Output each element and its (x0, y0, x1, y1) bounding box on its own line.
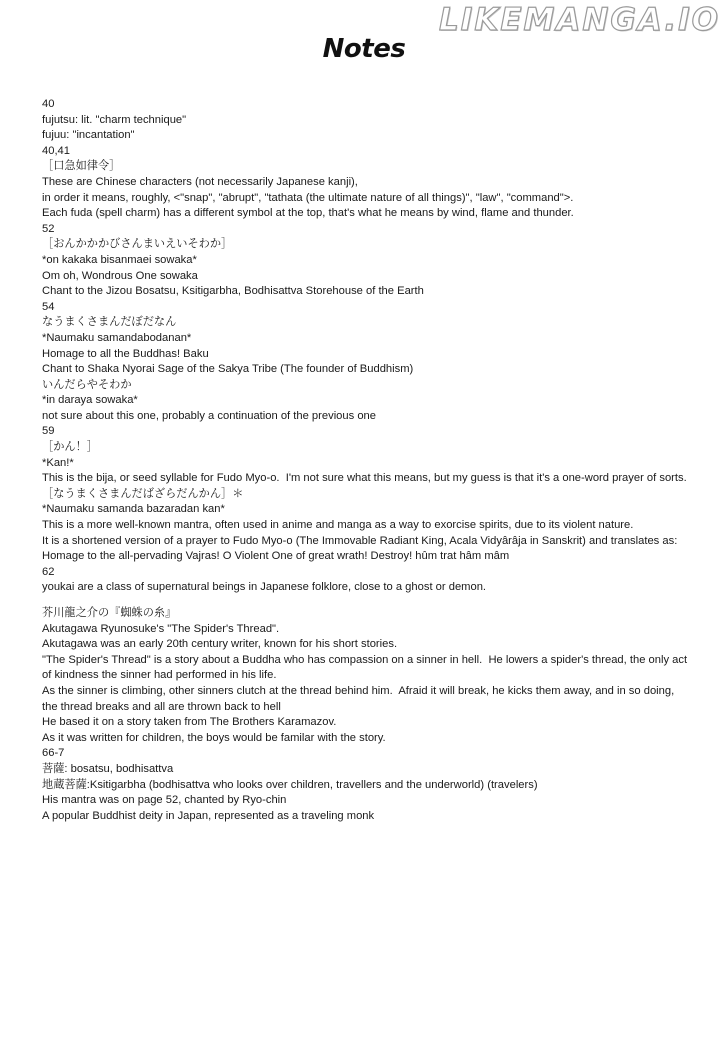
note-line: *Naumaku samandabodanan* (42, 331, 192, 344)
page-title: Notes (322, 34, 406, 64)
note-line: not sure about this one, probably a continuation of the previous one (42, 409, 376, 422)
section-gap (42, 596, 692, 606)
note-line: Homage to the all-pervading Vajras! O Violent One of great wrath! Destroy! hûm trat hâm mâm (42, 550, 510, 563)
note-line: His mantra was on page 52, chanted by Ryo-chin (42, 794, 287, 807)
notes-section-spiders-thread (42, 606, 692, 824)
note-line: ［かん！］ (42, 441, 98, 454)
note-line: As it was written for children, the boys would be familar with the story. (42, 731, 386, 744)
note-line: 66-7 (42, 747, 65, 760)
note-line: fujutsu: lit. "charm technique" (42, 113, 187, 126)
note-line: *Naumaku samanda bazaradan kan* (42, 503, 225, 516)
note-line: It is a shortened version of a prayer to Fudo Myo-o (The Immovable Radiant King, Acala Vidyârâja in Sanskrit) and translates as: (42, 534, 678, 547)
note-line: 40,41 (42, 144, 70, 157)
note-line: This is the bija, or seed syllable for Fudo Myo-o. I'm not sure what this means, but my guess is that it's a one-word prayer of sorts. (42, 472, 687, 485)
note-line: Each fuda (spell charm) has a different symbol at the top, that's what he means by wind, flame and thunder. (42, 207, 574, 220)
note-line: Om oh, Wondrous One sowaka (42, 269, 198, 282)
note-line: A popular Buddhist deity in Japan, represented as a traveling monk (42, 809, 375, 822)
note-line: 地蔵菩薩:Ksitigarbha (bodhisattva who looks over children, travellers and the underworld) (travelers) (42, 778, 538, 791)
note-line: 40 (42, 98, 55, 110)
notes-section-pages-40-62 (42, 97, 692, 596)
note-line: 59 (42, 425, 55, 438)
note-line: He based it on a story taken from The Brothers Karamazov. (42, 716, 337, 729)
note-line: いんだらやそわか (42, 378, 132, 391)
note-line: Chant to Shaka Nyorai Sage of the Sakya Tribe (The founder of Buddhism) (42, 363, 414, 376)
note-line: 54 (42, 300, 55, 313)
note-line: Akutagawa was an early 20th century writer, known for his short stories. (42, 638, 398, 651)
note-line: ［なうまくさまんだばざらだんかん］＊ (42, 487, 244, 500)
note-line: fujuu: "incantation" (42, 129, 135, 142)
note-line: 52 (42, 222, 55, 235)
watermark-logo: LIKEMANGA.IO (439, 2, 720, 38)
note-line: These are Chinese characters (not necessarily Japanese kanji), (42, 175, 358, 188)
note-line: 62 (42, 565, 55, 578)
notes-body (42, 97, 692, 824)
note-line: なうまくさまんだぼだなん (42, 316, 177, 329)
note-line: Akutagawa Ryunosuke's "The Spider's Thread". (42, 622, 280, 635)
note-line: *in daraya sowaka* (42, 394, 138, 407)
note-line: *Kan!* (42, 456, 74, 469)
note-line: This is a more well-known mantra, often used in anime and manga as a way to exorcise spirits, due to its violent nature. (42, 519, 634, 532)
note-line: in order it means, roughly, <"snap", "abrupt", "tathata (the ultimate nature of all things)", "law", "command">. (42, 191, 574, 204)
note-line: Homage to all the Buddhas! Baku (42, 347, 209, 360)
note-line: "The Spider's Thread" is a story about a Buddha who has compassion on a sinner in hell. He lowers a spider's thread, the only act of kindness the sinner had performed in his life. (42, 653, 691, 682)
note-line: Chant to the Jizou Bosatsu, Ksitigarbha, Bodhisattva Storehouse of the Earth (42, 285, 424, 298)
note-line: As the sinner is climbing, other sinners clutch at the thread behind him. Afraid it will break, he kicks them away, and in so doing, the thread breaks and all are thrown back to hell (42, 684, 678, 713)
note-line: youkai are a class of supernatural beings in Japanese folklore, close to a ghost or demon. (42, 581, 487, 594)
note-line: *on kakaka bisanmaei sowaka* (42, 253, 197, 266)
note-line: 菩薩: bosatsu, bodhisattva (42, 762, 174, 775)
note-line: ［口急如律令］ (42, 160, 121, 173)
note-line: 芥川龍之介の『蜘蛛の糸』 (42, 607, 177, 619)
note-line: ［おんかかかびさんまいえいそわか］ (42, 238, 233, 251)
